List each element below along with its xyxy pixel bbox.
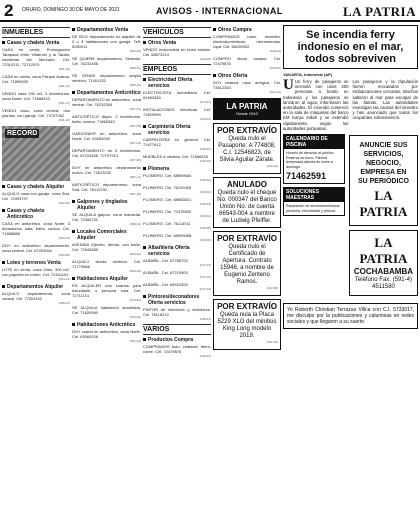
classified-ad: CARPINTERÍA en general. Cel. 71877612 (015-01)	[143, 137, 211, 151]
bullet-icon	[72, 323, 75, 326]
classified-ad: VENDO casa, zona central, dos plantas, con garaje. Cel. 73797262 (001-26)	[2, 108, 70, 122]
notice-title: POR EXTRAVÍO	[217, 234, 277, 243]
classifieds-column-4	[213, 25, 281, 510]
news-dateline: YAKARTA, Indonesia (AP)	[283, 72, 333, 77]
logo-brand: LA PATRIA	[226, 102, 268, 111]
subcategory-heading: Galpones y tinglados Alquiler	[72, 199, 141, 211]
bullet-icon	[2, 261, 5, 264]
classified-ad: VENDO motocicleta en buen estado. Cel. 68573214 (013-06)	[143, 47, 211, 61]
classified-ad: SE ALQUILA galpón, zona industrial. Cel. 72454701 (008-01)	[72, 212, 141, 226]
subcategory-heading: Lotes y terrenos Venta	[2, 260, 70, 266]
classified-ad: ALBAÑIL. Cel. 67255702 (017-01)	[143, 258, 211, 267]
headline-box	[283, 25, 418, 69]
bullet-icon	[143, 78, 146, 81]
classified-ad: COMPRAMOS todo, chatarra, fierro, cobre. Cel. 72479876 (019-01)	[143, 344, 211, 358]
classified-ad: VENDO casa 190 m2, 3 dormitorios, zona Norte. Cel. 71888333 (001-17)	[2, 91, 70, 105]
bullet-icon	[72, 91, 75, 94]
bullet-icon	[143, 125, 146, 128]
news-headline: Se incendia ferry indonesio en el mar, todos sobreviven	[297, 29, 404, 65]
classified-ad: PINTOR de interiores y exteriores. Cel. 76116210 (018-01)	[143, 307, 211, 321]
calendar-title: CALENDARIO DE PISCINA	[284, 135, 344, 149]
bullet-icon	[72, 277, 75, 280]
classified-ad: ALQUILO departamento, zona central. Cel. 77201192 (005-01)	[2, 291, 70, 305]
advertise-promo-box	[349, 135, 418, 226]
public-apology-notice: Yo Roberth Christian Terrazas Villca con C.I. 5733017, me disculpo por la publicaciones y calumnias en redes sociales y que llegaron a su suerte.	[283, 303, 418, 329]
subcategory-heading: Electricidad Oferta servicios	[143, 77, 211, 89]
classified-ad: PLOMERO. Cel. 76113011 (016-05)	[143, 221, 211, 230]
bullet-icon	[213, 74, 216, 77]
lost-document-notice: POR EXTRAVÍO Queda nula la Placa 5229 XLG del minibús King Long modelo 2019. (022-10)	[213, 299, 281, 350]
subcategory-heading: Otros Compra	[213, 27, 281, 33]
classified-ad: PLOMERO. Cel. 76139409 (016-02)	[143, 185, 211, 194]
annulled-body: Queda nulo el cheque No. 000347 del Banco Unión No. de cuenta 66543-004 a nombre de Ludwig Pfeiffer.	[217, 190, 277, 224]
services-ad	[283, 187, 345, 216]
services-body: Reparación de electrodomésticos, plomería, electricidad y pintura.	[286, 204, 341, 213]
calendar-body: Horario de atención al público. Reserva su turno. Piscina temperada abierta de lunes a domingo.	[286, 151, 335, 169]
classified-ad: INSTALACIONES eléctricas. Cel. 71829990 (014-03)	[143, 107, 211, 121]
classified-ad: DE BCO departamento en alquiler de 2 o 3 habitaciones con garaje. Telf. 5260011 (006-02)	[72, 34, 141, 53]
subcategory-heading: Productos Compra	[143, 337, 211, 343]
classified-ad: DOY en anticrético departamento nuevo. Cel. 72613232 (007-11)	[72, 165, 141, 179]
bullet-icon	[143, 167, 146, 170]
classified-ad: DEPARTAMENTO de 3 dormitorios. Cel. 67215406, 72707913 (007-06)	[72, 148, 141, 162]
subcategory-heading: Casas y chalets Venta	[2, 40, 70, 46]
contact-city: COCHABAMBA	[353, 267, 413, 277]
article-paragraph-2: Los pasajeros y la tripulación fueron rescatados por embarcaciones cercanas. Muchos saltaron al mar para escapar de las llamas. Las autoridades investigan las causas del siniestro y han anunciado que todos los ocupantes sobrevivieron.	[352, 79, 418, 121]
category-heading: EMPLEOS	[143, 64, 211, 75]
subcategory-heading: Otros Venta	[143, 40, 211, 46]
classified-ad: ALBAÑIL. Cel. 67215903 (017-02)	[143, 270, 211, 279]
classified-ad: PLOMERO. Cel. 68999088 (016-06)	[143, 233, 211, 242]
lost-document-notice: POR EXTRAVÍO Queda nulo el Pasaporte: A 774808, C.I. 12546823, de Silvia Aguilar Zárate. (022-06)	[213, 123, 281, 174]
annulled-notice	[213, 177, 281, 228]
classifieds-column-1	[2, 25, 70, 510]
bullet-icon	[2, 41, 5, 44]
notice-body: Queda nulo el Pasaporte: A 774808, C.I. 12546823, de Silvia Aguilar Zárate.	[218, 136, 276, 163]
bullet-icon	[2, 285, 5, 288]
classifieds-column-2	[72, 25, 141, 510]
promo-line: SU PERIÓDICO	[357, 178, 409, 186]
subcategory-heading: Plomería	[143, 166, 211, 172]
contact-box	[349, 230, 418, 296]
subcategory-heading: Departamentos Anticrético	[72, 90, 141, 96]
issue-date: ORURO, DOMINGO 30 DE MAYO DE 2021	[22, 7, 120, 13]
international-news-column	[283, 25, 418, 510]
promo-brand: LA PATRIA	[359, 188, 408, 220]
subcategory-heading: Albañilería Oferta servicios	[143, 245, 211, 257]
classified-ad: CASA en anticrético, zona Norte, 3 dormitorios, sala, baño, cocina. Cel. 71858888 (003-02)	[2, 221, 70, 240]
bullet-icon	[213, 28, 216, 31]
classified-ad: SE ALQUILA habitación amoblada. Cel. 71820060 (010-06)	[72, 305, 141, 319]
classified-ad: GARZONIER en anticrético, zona Norte. Cel. 63264000 (007-04)	[72, 131, 141, 145]
category-heading: VARIOS	[143, 324, 211, 335]
classifieds-column-3	[143, 25, 211, 510]
classified-ad: MUEBLES a medida. Cel. 71898320 (015-02)	[143, 154, 211, 163]
subcategory-heading: Habitaciones Alquiler	[72, 276, 141, 282]
classified-ad: CASA en venta, Prolongación Tarapacá entre Villarroel y la Tarata, escaleras del Mercado. Cel. 72310211, 72712570 (001-16)	[2, 47, 70, 71]
category-heading: INMUEBLES	[2, 27, 70, 38]
classified-ad: ALBAÑIL. Cel. 69524305 (017-03)	[143, 282, 211, 291]
bullet-icon	[72, 230, 75, 233]
classified-ad: PLOMERO. Cel. 72478930 (016-04)	[143, 209, 211, 218]
subcategory-heading: Locales Comerciales Alquiler	[72, 229, 141, 241]
subcategory-heading: Departamentos Alquiler	[2, 284, 70, 290]
section-title: AVISOS - INTERNACIONAL	[156, 6, 283, 16]
classified-ad: ELECTRICISTA domiciliario. Cel. 61963450 (014-01)	[143, 90, 211, 104]
subcategory-heading: Casas y chalets Anticrético	[2, 208, 70, 220]
classified-ad: DOY costura, ropa, arreglos. Cel. 73812340 (021-01)	[213, 80, 281, 94]
contact-phone: Teléfono Fax: (591-4) 4511580	[354, 277, 412, 291]
logo-subtitle: Desde 1919	[236, 111, 258, 116]
classified-ad: ANTICRÉTICO depto. 2 dormitorios, baño, cocina. 71862940 (007-03)	[72, 114, 141, 128]
classified-ad: PLOMERO. Cel. 68983021 (016-03)	[143, 197, 211, 206]
subcategory-heading: Carpintería Oferta servicios	[143, 124, 211, 136]
bullet-icon	[2, 185, 5, 188]
subcategory-heading: Departamentos Venta	[72, 27, 141, 33]
advertisement-photo	[2, 126, 70, 181]
classified-ad: COMPRAMOS lotes, muebles, electrodomésticos, herramientas, ropa. Cel. 65200002 (020-01)	[213, 34, 281, 53]
classified-ad: PLOMERO. Cel. 68999060 (016-01)	[143, 173, 211, 182]
notice-title: POR EXTRAVÍO	[217, 302, 277, 311]
classified-ad: DEPARTAMENTO en anticrético, zona central. Cel. 76232304 (007-01)	[72, 97, 141, 111]
classified-ad: COMPRO libros usados. Cel. 72479876 (020-03)	[213, 56, 281, 70]
promo-line: NEGOCIO,	[365, 160, 401, 168]
classified-ad: CASA en venta, zona Parque Avaroa. Cel. 71859009 (001-21)	[2, 74, 70, 88]
promo-line: EMPRESA EN	[360, 169, 407, 177]
bullet-icon	[143, 41, 146, 44]
classified-ad: SE QUIERE departamento, Senkata. Cel. 76232406 (006-12)	[72, 56, 141, 70]
page-number: 2	[4, 1, 14, 20]
classified-ad: LOTE en venta, zona Vinto, 300 m2, con papeles en orden. Cel. 72451101 (004-01)	[2, 267, 70, 281]
page-header	[0, 0, 420, 22]
classified-ad: ANTICRÉTICO departamento, zona Sud. Cel. 76111230 (007-15)	[72, 182, 141, 196]
subcategory-heading: Otros Oferta	[213, 73, 281, 79]
article-paragraph-1: U Un ferry de pasajeros se incendió con unos 200 personas a bordo en Indonesia y los pasajeros se lanzaron al agua, informaron las autoridades. El incendio comenzó en la sala de máquinas del barco KM Karya Indah y se extendió rápidamente, según las autoridades portuarias.	[283, 77, 349, 131]
subcategory-heading: Habitaciones Anticrético	[72, 322, 141, 328]
bullet-icon	[72, 28, 75, 31]
annulled-title: ANULADO	[227, 180, 267, 189]
lost-document-notice: POR EXTRAVÍO Queda nulo el Certificado de Apertura. Contrato 15946, a nombre de Eugenio Zenteno Ramos. (022-08)	[213, 231, 281, 296]
bullet-icon	[143, 246, 146, 249]
promo-line: ANUNCIE SUS SERVICIOS,	[359, 142, 408, 159]
classified-ad: EN ALQUILER dos cuartos para estudiante o persona sola. Cel. 72711101 (010-02)	[72, 283, 141, 302]
classified-ad: DOY cuarto en anticrético, zona Norte. Cel. 63060026 (011-01)	[72, 329, 141, 343]
classified-ad: ALQUILO casa con garaje, zona Sud. Cel. 72493707 (002-06)	[2, 191, 70, 205]
bullet-icon	[143, 295, 146, 298]
notice-title: POR EXTRAVÍO	[217, 126, 277, 135]
masthead-logo: LA PATRIA	[343, 4, 416, 19]
newspaper-logo-box	[213, 98, 281, 120]
subcategory-heading: Casas y chalets Alquiler	[2, 184, 70, 190]
photo-label: RECORD	[7, 130, 38, 137]
classified-ad: AVENIDA Ejército, tienda, con baño. Cel. 72544589 (009-02)	[72, 242, 141, 256]
services-title: SOLUCIONES MAESTRAS	[284, 188, 344, 202]
classified-ad: SE VENDE departamento amplio céntrico. 71401322 (006-13)	[72, 73, 141, 87]
classified-ad: ALQUILO tienda céntrica. Cel. 71779586 (009-04)	[72, 259, 141, 273]
calendar-phone: 71462591	[286, 171, 327, 182]
subcategory-heading: Pintores/decoradores Oferta servicios	[143, 294, 211, 306]
notice-body: Queda nulo el Certificado de Apertura. Contrato 15946, a nombre de Eugenio Zenteno Ramos.	[220, 244, 274, 285]
contact-brand: LA PATRIA	[359, 235, 408, 267]
classified-ad: DOY en anticrético departamento, zona central. Cel. 67203004 (003-05)	[2, 243, 70, 257]
notice-body: Queda nula la Placa 5229 XLG del minibús King Long modelo 2019.	[217, 312, 277, 339]
news-article	[283, 79, 418, 131]
bullet-icon	[72, 200, 75, 203]
bullet-icon	[2, 209, 5, 212]
category-heading: VEHÍCULOS	[143, 27, 211, 38]
bullet-icon	[143, 338, 146, 341]
pool-calendar-ad	[283, 134, 345, 184]
